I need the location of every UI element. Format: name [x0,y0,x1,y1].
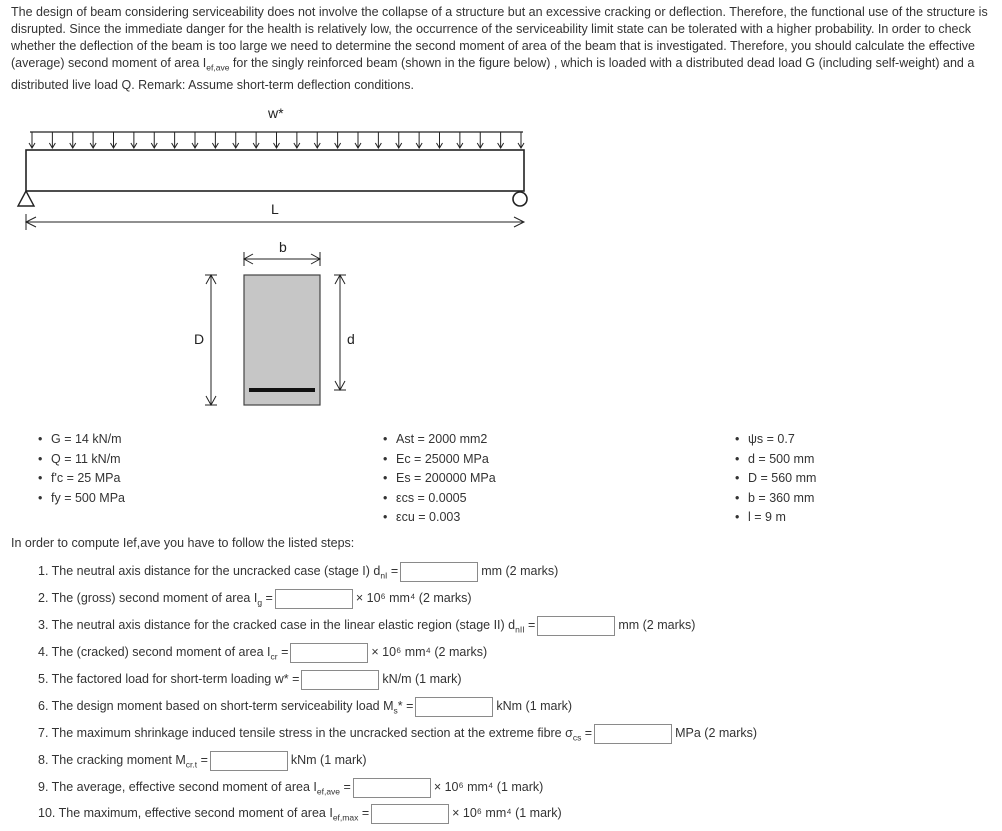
intro-text-2: for the singly reinforced beam (shown in the figure below) , which is loaded with a distributed dead load G (including self-weight) and a distributed live load Q. Remark: Assume short-term deflection conditions. [11,56,975,92]
step-9 [38,776,543,798]
step-text: The factored load for short-term loading w [51,672,284,686]
params-column-1 [37,430,125,508]
step-number: 9. [38,780,52,794]
beam-figure [0,100,560,430]
cross-section [244,275,320,405]
step-equals: = [197,753,208,767]
step-text: The maximum shrinkage induced tensile stress in the uncracked section at the extreme fibre σ [51,726,573,740]
answer-input-5[interactable] [301,670,379,690]
answer-input-10[interactable] [371,804,449,824]
param-ast: • Ast = 2000 mm2 [396,430,496,450]
step-subscript: cs [572,732,582,743]
param-ecs: • εcs = 0.0005 [396,489,496,509]
intro-text-1: The design of beam considering serviceability does not involve the collapse of a structure but an excessive cracking or deflection. Therefore, the functional use of the structure is disrupted. Since the immediate danger for the health is relatively low, the occurrence of the serviceability limit state can be tolerated with a higher probability. In order to check whether the deflection of the beam is too large we need to determine the second moment of area of the beam that is investigated. Therefore, you should calculate the effective (average) second moment of area [11,5,988,70]
step-number: 4. [38,645,52,659]
param-q: • Q = 11 kN/m [51,450,125,470]
param-l: • l = 9 m [748,508,816,528]
params-column-3 [734,430,816,528]
step-subscript: ef,max [332,812,359,823]
step-subscript: g [257,597,263,608]
step-unit: kNm (1 mark) [496,699,573,713]
steps-intro: In order to compute Ief,ave you have to follow the listed steps: [11,536,355,550]
step-subscript: cr [270,651,278,662]
answer-input-1[interactable] [400,562,478,582]
step-subscript: nII [515,624,525,635]
step-text: The design moment based on short-term serviceability load M [51,699,394,713]
step-1 [38,560,558,582]
step-text: The neutral axis distance for the uncracked case (stage I) d [51,564,381,578]
step-unit: mm (2 marks) [618,618,696,632]
step-unit: MPa (2 marks) [675,726,758,740]
step-number: 7. [38,726,52,740]
answer-input-7[interactable] [594,724,672,744]
problem-statement [11,4,993,94]
step-6 [38,695,572,717]
step-3 [38,614,695,636]
step-text: The neutral axis distance for the cracked case in the linear elastic region (stage II) d [51,618,516,632]
step-number: 2. [38,591,52,605]
beam [26,150,524,191]
step-number: 6. [38,699,52,713]
load-arrows [29,132,524,148]
param-fc: • f'c = 25 MPa [51,469,125,489]
step-subscript: nI [380,570,388,581]
step-number: 1. [38,564,52,578]
answer-input-4[interactable] [290,643,368,663]
step-text: The maximum, effective second moment of area I [58,806,333,820]
step-5 [38,668,462,690]
step-text: The (cracked) second moment of area I [51,645,271,659]
param-d: • d = 500 mm [748,450,816,470]
depth-label: D [194,331,205,347]
step-10 [38,802,562,824]
step-equals: = [524,618,536,632]
step-2 [38,587,472,609]
step-equals: = [262,591,273,605]
param-es: • Es = 200000 MPa [396,469,496,489]
step-unit: kN/m (1 mark) [382,672,462,686]
step-4 [38,641,487,663]
step-unit: × 10⁶ mm⁴ (2 marks) [371,645,488,659]
step-number: 3. [38,618,52,632]
pin-support [18,191,34,206]
step-unit: mm (2 marks) [481,564,559,578]
step-equals: * = [283,672,300,686]
param-ecu: • εcu = 0.003 [396,508,496,528]
step-number: 8. [38,753,52,767]
step-unit: × 10⁶ mm⁴ (2 marks) [355,591,472,605]
param-psi: • ψs = 0.7 [748,430,816,450]
step-text: The cracking moment M [51,753,186,767]
step-equals: = [387,564,399,578]
step-equals: = [581,726,593,740]
answer-input-6[interactable] [415,697,493,717]
param-g: • G = 14 kN/m [51,430,125,450]
param-b: • b = 360 mm [748,489,816,509]
step-7 [38,722,757,744]
intro-subscript: ef,ave [206,62,230,73]
step-text: The average, effective second moment of area I [51,780,317,794]
step-8 [38,749,367,771]
param-D: • D = 560 mm [748,469,816,489]
step-number: 5. [38,672,52,686]
step-equals: = [358,806,370,820]
step-equals: * = [397,699,414,713]
step-unit: × 10⁶ mm⁴ (1 mark) [433,780,544,794]
step-equals: = [340,780,351,794]
load-label: w* [268,105,284,121]
answer-input-2[interactable] [275,589,353,609]
step-subscript: s [393,705,398,716]
intro-symbol: I [202,56,207,70]
step-number: 10. [38,806,59,820]
answer-input-9[interactable] [353,778,431,798]
answer-input-3[interactable] [537,616,615,636]
span-label: L [271,201,279,217]
param-fy: • fy = 500 MPa [51,489,125,509]
step-subscript: cr.t [185,759,198,770]
step-unit: kNm (1 mark) [290,753,367,767]
roller-support [513,192,527,206]
step-text: The (gross) second moment of area I [51,591,258,605]
eff-depth-label: d [347,331,355,347]
answer-input-8[interactable] [210,751,288,771]
params-column-2 [382,430,496,528]
step-unit: × 10⁶ mm⁴ (1 mark) [452,806,562,820]
step-equals: = [277,645,289,659]
param-ec: • Ec = 25000 MPa [396,450,496,470]
width-label: b [279,239,287,255]
step-subscript: ef,ave [316,786,341,797]
